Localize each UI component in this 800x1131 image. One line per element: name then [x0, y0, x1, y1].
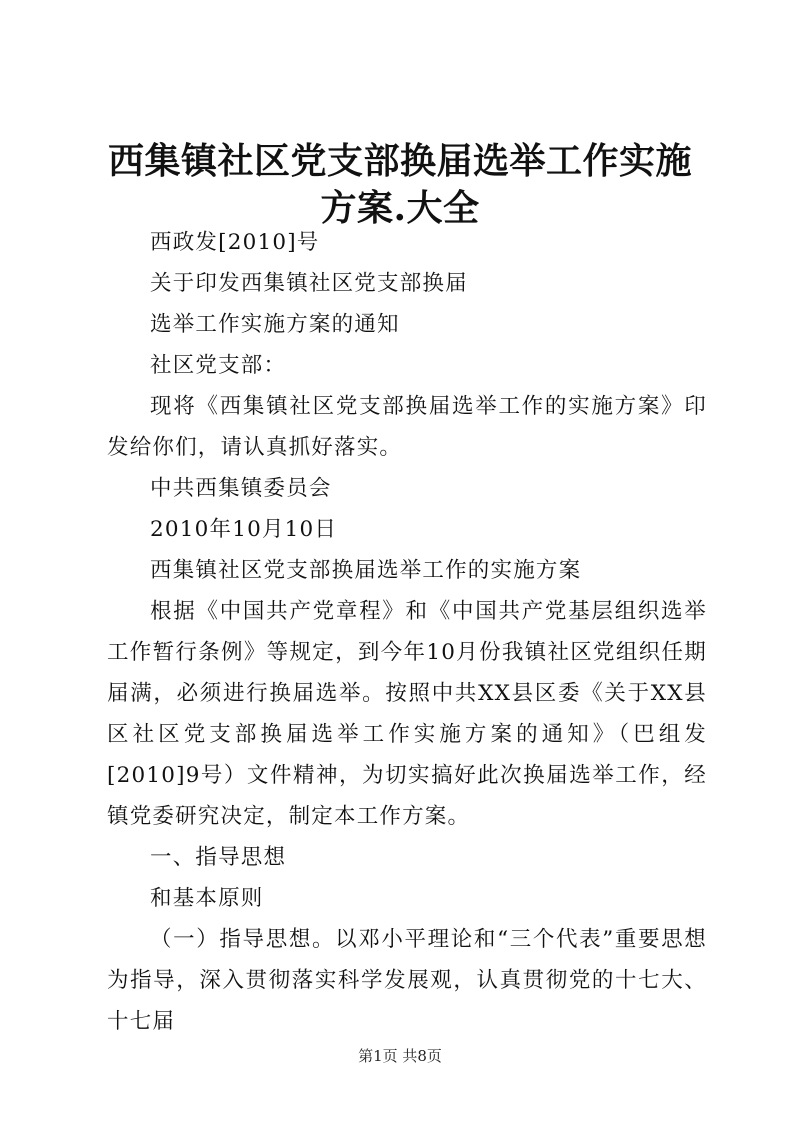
notice-title-line-2: 选举工作实施方案的通知 [150, 312, 400, 337]
issue-date: 2010年10月10日 [150, 517, 338, 542]
intro-paragraph: 根据《中国共产党章程》和《中国共产党基层组织选举工作暂行条例》等规定，到今年10月份我镇社区党组织任期届满，必须进行换届选举。按照中共XX县区委《关于XX县区社区党支部换届选举工作实施方案的通知》（巴组发[2010]9号）文件精神，为切实搞好此次换届选举工作，经镇党委研究决定，制定本工作方案。 [107, 599, 707, 829]
document-number: 西政发[2010]号 [150, 230, 320, 255]
notice-body-paragraph: 现将《西集镇社区党支部换届选举工作的实施方案》印发给你们，请认真抓好落实。 [107, 394, 707, 460]
recipient-line: 社区党支部： [150, 353, 287, 378]
section-heading-basic-principles: 和基本原则 [150, 886, 264, 911]
issuing-authority: 中共西集镇委员会 [150, 476, 332, 501]
notice-title-line-1: 关于印发西集镇社区党支部换届 [150, 271, 468, 296]
plan-title: 西集镇社区党支部换届选举工作的实施方案 [150, 558, 582, 583]
section-heading-guiding-thought: 一、指导思想 [150, 845, 287, 870]
document-body [107, 222, 707, 1042]
page-number-footer: 第1页 共8页 [358, 1047, 442, 1065]
document-title: 西集镇社区党支部换届选举工作实施方案.大全 [107, 140, 692, 229]
guiding-thought-paragraph: （一）指导思想。以邓小平理论和“三个代表”重要思想为指导，深入贯彻落实科学发展观，认真贯彻党的十七大、十七届 [107, 927, 707, 1034]
